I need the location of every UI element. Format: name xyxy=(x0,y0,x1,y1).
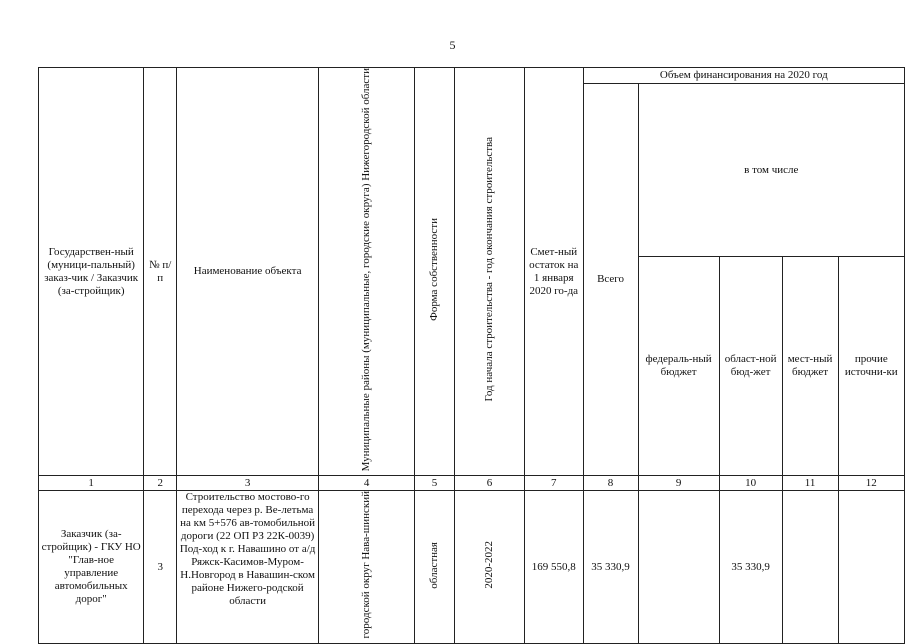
cell-district-text: городской округ Нава-шинский xyxy=(360,491,373,639)
cell-regional: 35 330,9 xyxy=(719,491,782,643)
cell-balance: 169 550,8 xyxy=(524,491,583,643)
header-federal: федераль-ный бюджет xyxy=(638,257,719,476)
column-number-row xyxy=(39,476,905,491)
header-districts xyxy=(319,68,415,476)
cell-num: 3 xyxy=(144,491,177,643)
cell-local xyxy=(782,491,838,643)
header-object-name: Наименование объекта xyxy=(177,68,319,476)
page-number: 5 xyxy=(449,38,456,52)
cell-customer: Заказчик (за-стройщик) - ГКУ НО "Глав-ное управление автомобильных дорог" xyxy=(39,491,144,643)
column-number: 5 xyxy=(415,476,455,491)
header-years xyxy=(454,68,524,476)
header-other: прочие источни-ки xyxy=(838,257,904,476)
cell-years xyxy=(454,491,524,643)
header-including: в том числе xyxy=(638,84,904,257)
column-number: 9 xyxy=(638,476,719,491)
header-total: Всего xyxy=(583,84,638,476)
cell-years-text: 2020-2022 xyxy=(482,541,495,589)
column-number: 10 xyxy=(719,476,782,491)
column-number: 4 xyxy=(319,476,415,491)
cell-district xyxy=(319,491,415,643)
header-financing-group: Объем финансирования на 2020 год xyxy=(583,68,904,84)
column-number: 1 xyxy=(39,476,144,491)
header-local: мест-ный бюджет xyxy=(782,257,838,476)
header-regional: област-ной бюд-жет xyxy=(719,257,782,476)
cell-federal xyxy=(638,491,719,643)
cell-total: 35 330,9 xyxy=(583,491,638,643)
header-customer: Государствен-ный (муници-пальный) заказ-чик / Заказчик (за-стройщик) xyxy=(39,68,144,476)
cell-other xyxy=(838,491,904,643)
header-ownership-text: Форма собственности xyxy=(428,218,441,322)
header-ownership xyxy=(415,68,455,476)
header-years-text: Год начала строительства - год окончания строительства xyxy=(482,137,495,402)
column-number: 7 xyxy=(524,476,583,491)
column-number: 11 xyxy=(782,476,838,491)
cell-object-name: Строительство мостово-го перехода через р. Ве-летьма на км 5+576 ав-томобильной дороги (22 ОП РЗ 22К-0039) Под-ход к г. Навашино от а/д Ряжск-Касимов-Муром-Н.Новгород в Навашин-ском районе Нижего-родской области xyxy=(177,491,319,643)
column-number: 12 xyxy=(838,476,904,491)
column-number: 3 xyxy=(177,476,319,491)
cell-ownership-text: областная xyxy=(428,541,441,589)
financing-table xyxy=(38,67,905,644)
cell-ownership xyxy=(415,491,455,643)
header-num: № п/п xyxy=(144,68,177,476)
column-number: 6 xyxy=(454,476,524,491)
header-balance: Смет-ный остаток на 1 января 2020 го-да xyxy=(524,68,583,476)
table-row xyxy=(39,491,905,643)
header-districts-text: Муниципальные районы (муниципальные, городские округа) Нижегородской области xyxy=(360,68,373,472)
column-number: 2 xyxy=(144,476,177,491)
column-number: 8 xyxy=(583,476,638,491)
